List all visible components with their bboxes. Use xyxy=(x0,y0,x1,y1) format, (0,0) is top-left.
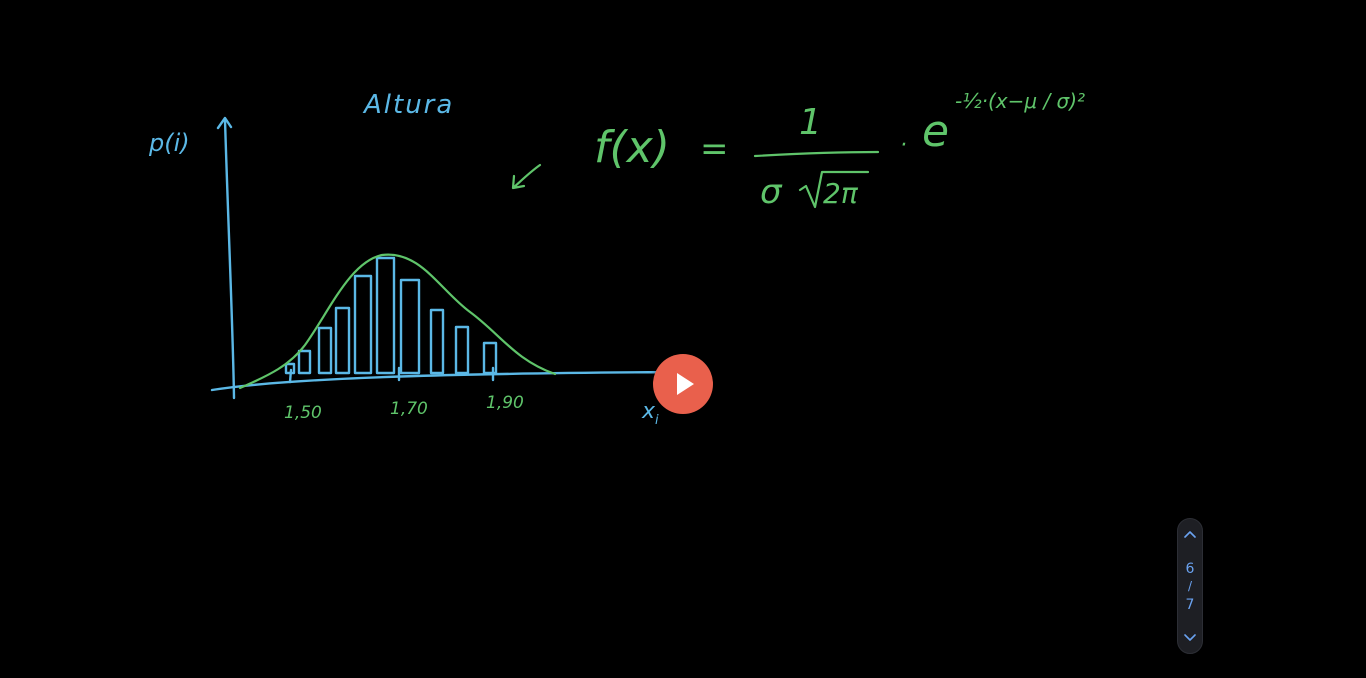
y-axis-label: p(i) xyxy=(149,129,190,157)
histogram-bar xyxy=(484,343,496,373)
formula-numerator: 1 xyxy=(799,102,822,143)
tick-mark xyxy=(290,370,291,382)
play-icon xyxy=(677,373,694,395)
tick-label: 1,90 xyxy=(486,393,524,413)
pointer-arrow-icon xyxy=(513,165,540,188)
histogram-bar xyxy=(319,328,331,373)
histogram-bar xyxy=(299,351,310,373)
histogram xyxy=(286,258,496,373)
formula-equals: = xyxy=(700,129,729,169)
current-page-number: 6 xyxy=(1185,561,1195,577)
x-axis-label: $x_i$ xyxy=(642,399,659,428)
formula-lhs: f(x) xyxy=(594,122,670,173)
normal-curve xyxy=(240,255,555,388)
histogram-bar xyxy=(355,276,371,373)
tick-label: 1,70 xyxy=(390,399,428,419)
tick-label: 1,50 xyxy=(284,403,322,423)
total-pages-number: 7 xyxy=(1185,597,1195,613)
graph-title: Altura xyxy=(364,90,455,120)
formula-dot: · xyxy=(900,133,907,158)
normal-distribution-formula xyxy=(594,89,1085,212)
histogram-bar xyxy=(431,310,443,373)
formula-radicand: 2π xyxy=(823,177,858,210)
formula-sigma: σ xyxy=(760,172,782,212)
formula-exponent: -½·(x−μ / σ)² xyxy=(955,89,1086,113)
y-axis-line xyxy=(225,120,234,398)
fraction-bar xyxy=(755,152,878,156)
x-axis-line xyxy=(212,372,690,390)
play-button[interactable] xyxy=(653,354,713,414)
histogram-bar xyxy=(336,308,349,373)
histogram-bar xyxy=(401,280,419,373)
next-page-button[interactable] xyxy=(1178,627,1202,649)
formula-base: e xyxy=(922,106,950,157)
page-navigator xyxy=(1177,518,1203,654)
page-separator: / xyxy=(1187,579,1193,593)
histogram-bar xyxy=(377,258,394,373)
chevron-down-icon xyxy=(1184,633,1196,643)
previous-page-button[interactable] xyxy=(1178,523,1202,545)
histogram-bar xyxy=(456,327,468,373)
chevron-up-icon xyxy=(1184,529,1196,539)
